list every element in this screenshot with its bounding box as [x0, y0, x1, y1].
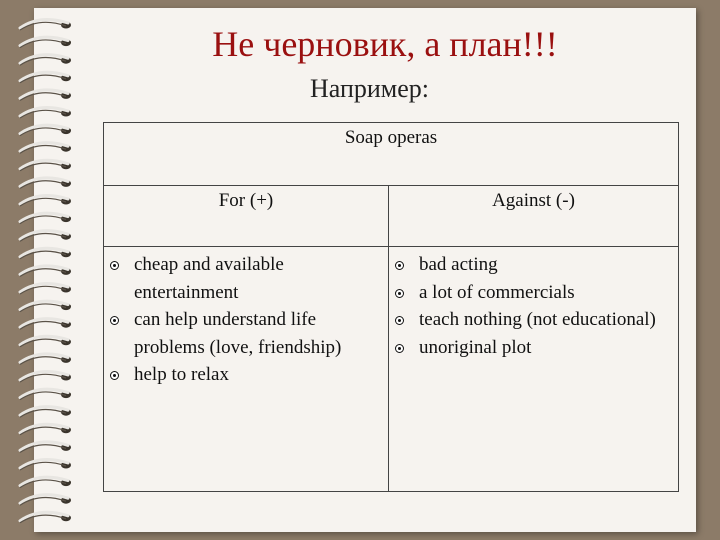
against-list [389, 251, 678, 361]
for-header-cell [104, 186, 389, 247]
for-list [104, 251, 388, 389]
list-item: a lot of commercials [419, 279, 678, 307]
slide-subtitle: Например: [310, 74, 430, 103]
pros-cons-table [103, 122, 679, 492]
list-item: can help understand life problems (love, friendship) [134, 306, 388, 361]
topic-cell [104, 123, 679, 186]
against-list-cell [389, 247, 679, 492]
against-header-cell [389, 186, 679, 247]
slide-title: Не черновик, а план!!! [212, 24, 558, 64]
for-list-cell [104, 247, 389, 492]
list-item: help to relax [134, 361, 388, 389]
list-item: unoriginal plot [419, 334, 678, 362]
spiral-binding [0, 0, 90, 540]
topic-label: Soap operas [344, 127, 438, 148]
list-item: bad acting [419, 251, 678, 279]
for-header: For (+) [218, 190, 274, 211]
list-item: cheap and available entertainment [134, 251, 388, 306]
list-item: teach nothing (not educational) [419, 306, 678, 334]
against-header: Against (-) [492, 190, 575, 211]
